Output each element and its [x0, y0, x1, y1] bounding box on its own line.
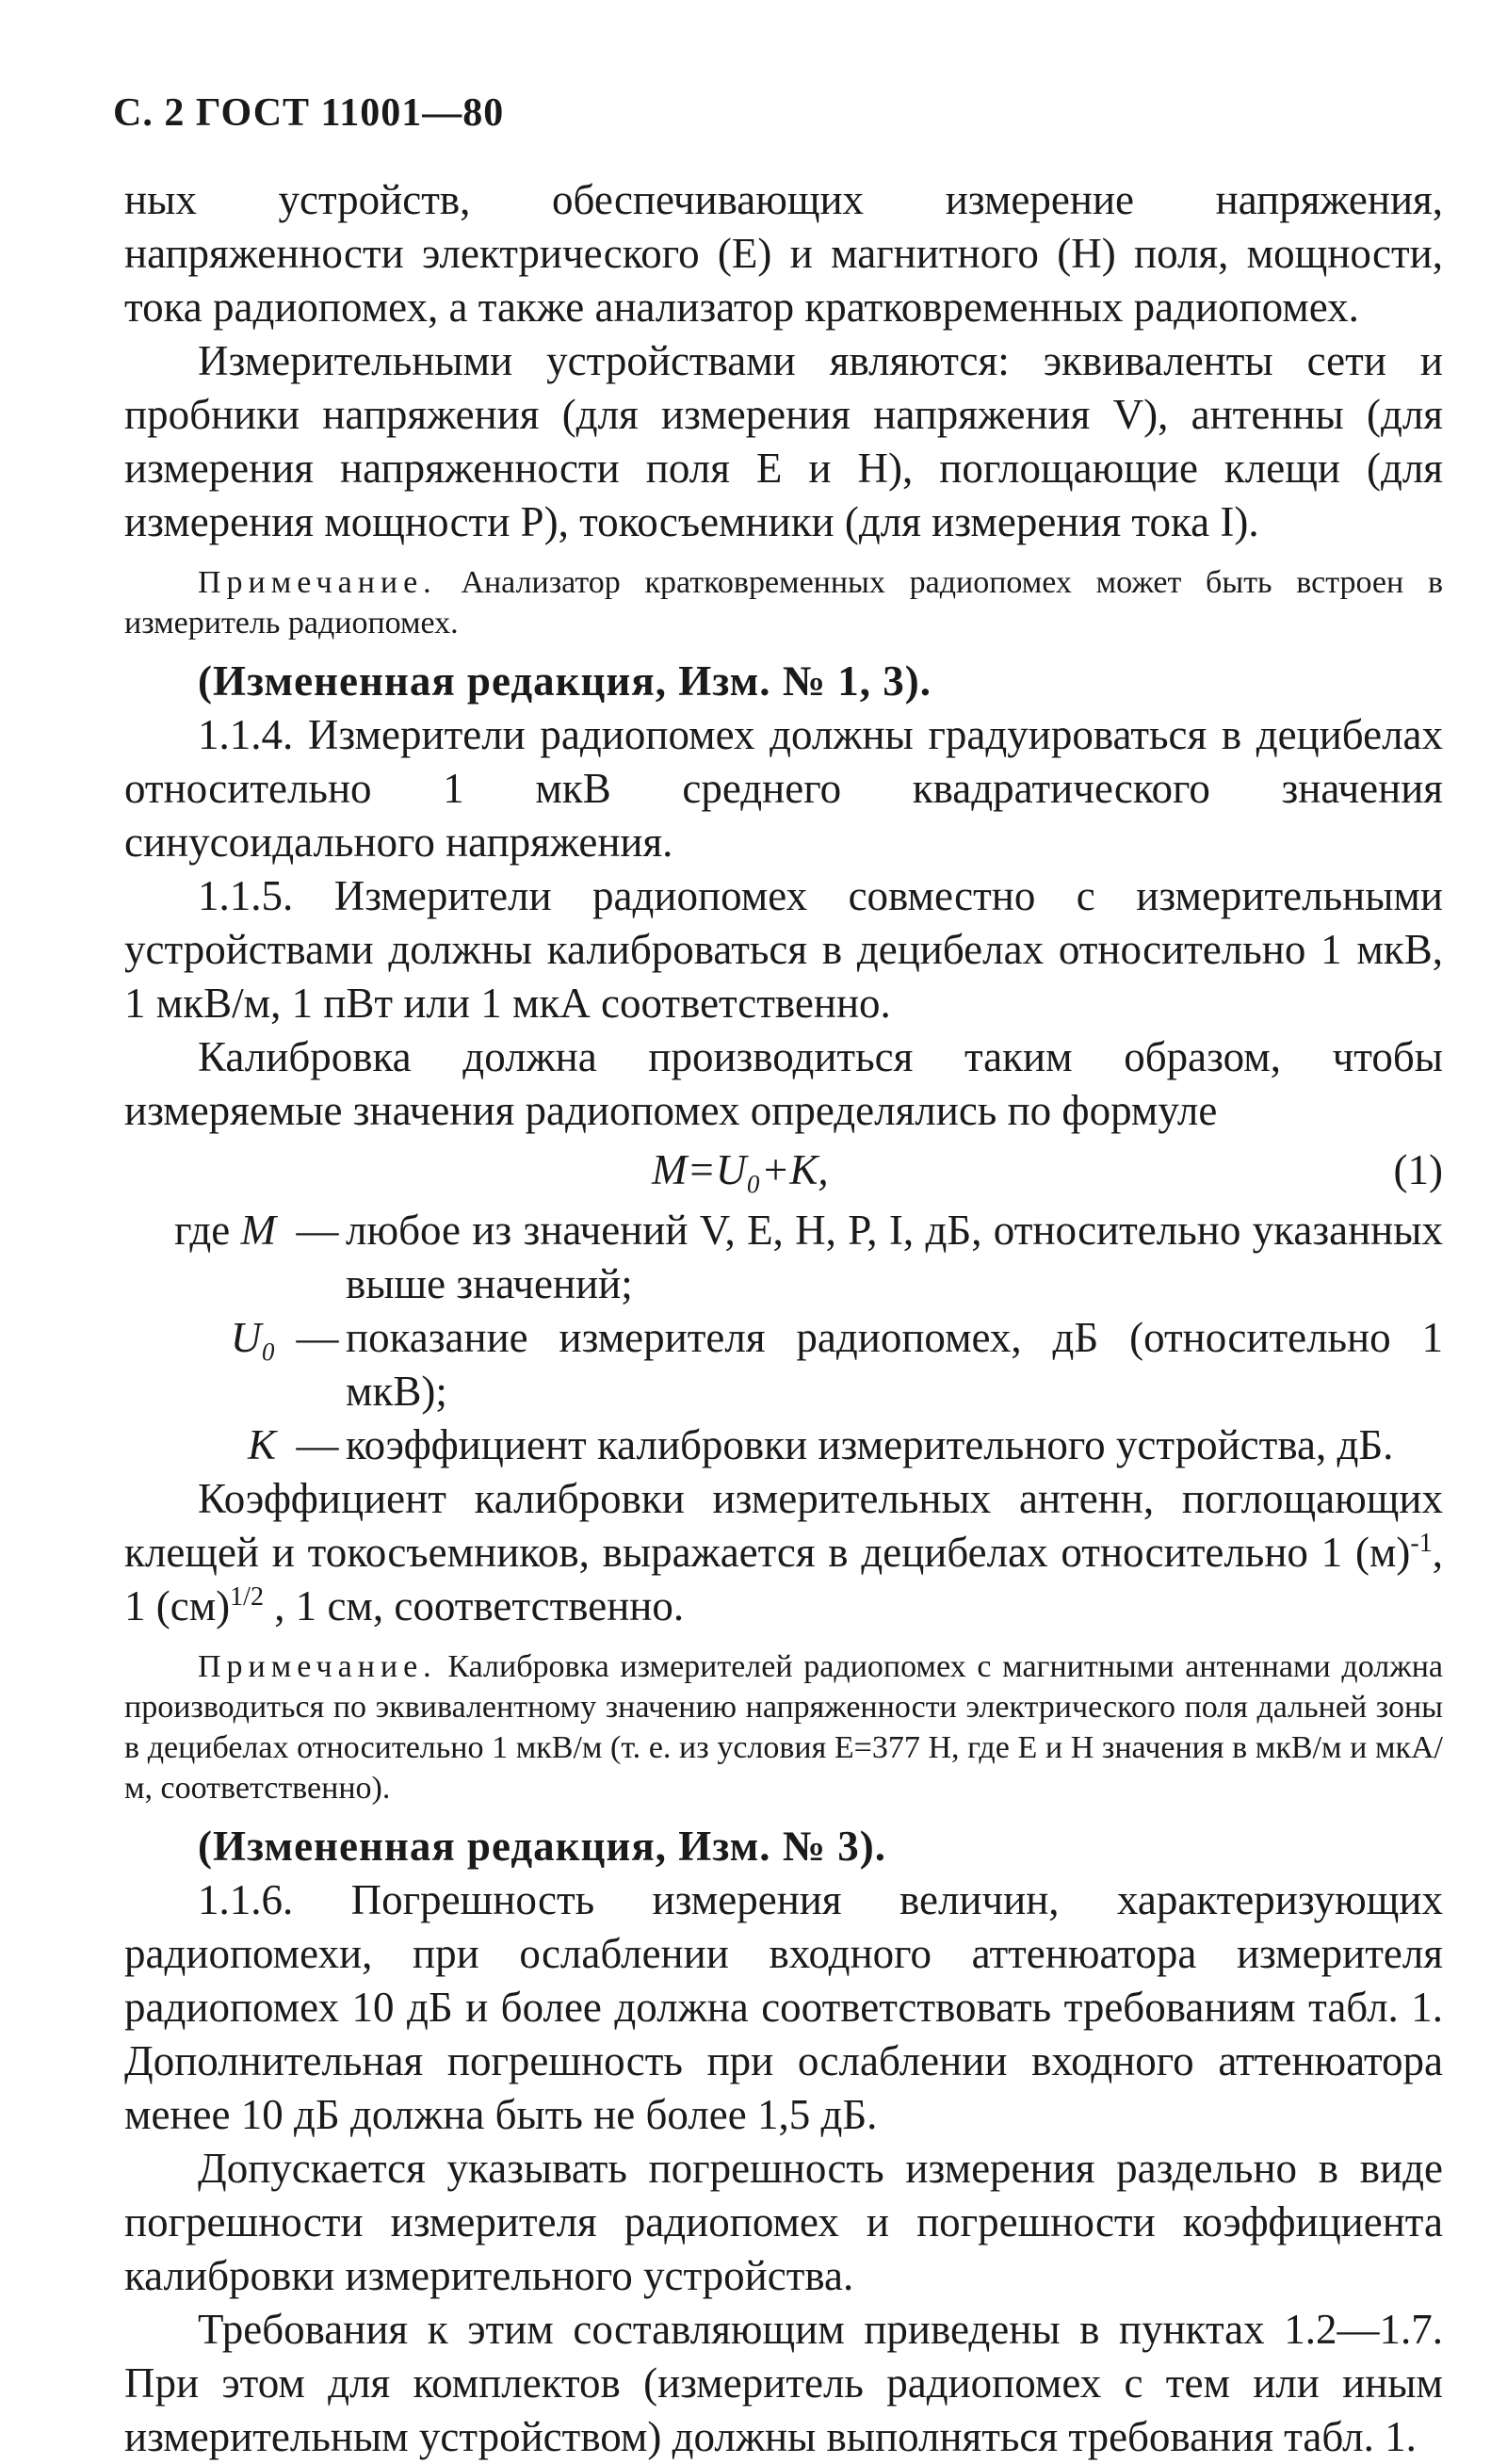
where-item: [124, 1418, 1443, 1472]
where-item: [124, 1311, 1443, 1418]
where-item: [124, 1204, 1443, 1311]
revision-note-1: (Измененная редакция, Изм. № 1, 3).: [198, 657, 932, 705]
coef-mid: , 1 (см): [124, 1529, 1443, 1629]
coef-superscript-2: 1/2: [230, 1582, 264, 1612]
formula-expression: M=U₀+K,: [652, 1146, 829, 1193]
where-description: любое из значений V, E, H, P, I, дБ, относительно указанных выше значений;: [346, 1207, 1443, 1307]
document-body: [124, 173, 1443, 2464]
note-label: Примечание.: [198, 565, 437, 600]
where-dash: —: [296, 1421, 339, 1468]
paragraph-1-1-4: 1.1.4. Измерители радиопомех должны градуироваться в децибелах относительно 1 мкВ среднего квадратического значения синусоидального напряжения.: [124, 711, 1443, 866]
coef-text: Коэффициент калибровки измерительных антенн, поглощающих клещей и токосъемников, выражается в децибелах относительно 1 (м): [124, 1475, 1443, 1576]
formula-1: [124, 1143, 1443, 1204]
note-analyzer: [124, 562, 1443, 643]
coef-end: , 1 см, соответственно.: [263, 1582, 685, 1629]
revision-note-2: (Измененная редакция, Изм. № 3).: [198, 1823, 887, 1870]
paragraph-measuring-devices: Измерительными устройствами являются: эквиваленты сети и пробники напряжения (для измерения напряжения V), антенны (для измерения напряженности поля E и H), поглощающие клещи (для измерения мощности P), токосъемники (для измерения тока I).: [124, 337, 1443, 545]
paragraph-continuation: ных устройств, обеспечивающих измерение напряжения, напряженности электрического (E) и магнитного (H) поля, мощности, тока радиопомех, а также анализатор кратковременных радиопомех.: [124, 176, 1443, 331]
where-dash: —: [296, 1314, 339, 1361]
paragraph-calibration: Калибровка должна производиться таким образом, чтобы измеряемые значения радиопомех определялись по формуле: [124, 1033, 1443, 1134]
note-text: Анализатор кратковременных радиопомех может быть встроен в измеритель радиопомех.: [124, 565, 1444, 640]
paragraph-1-1-6: 1.1.6. Погрешность измерения величин, характеризующих радиопомехи, при ослаблении входного аттенюатора измерителя радиопомех 10 дБ и более должна соответствовать требованиям табл. 1. Дополнительная погрешность при ослаблении входного аттенюатора менее 10 дБ должна быть не более 1,5 дБ.: [124, 1876, 1443, 2138]
paragraph-1-1-5: 1.1.5. Измерители радиопомех совместно с измерительными устройствами должны калиброваться в децибелах относительно 1 мкВ, 1 мкВ/м, 1 пВт или 1 мкА соответственно.: [124, 872, 1443, 1027]
coef-superscript-1: -1: [1410, 1529, 1433, 1558]
note-magnetic-antennas: [124, 1646, 1443, 1808]
where-dash: —: [296, 1207, 339, 1254]
note-label: Примечание.: [198, 1649, 437, 1684]
formula-number: (1): [1393, 1146, 1443, 1193]
paragraph-allowed: Допускается указывать погрешность измерения раздельно в виде погрешности измерителя радиопомех и погрешности коэффициента калибровки измерительного устройства.: [124, 2145, 1443, 2299]
where-variable: K: [247, 1421, 276, 1468]
note-text: Калибровка измерителей радиопомех с магнитными антеннами должна производиться по эквивалентному значению напряженности электрического поля дальней зоны в децибелах относительно 1 мкВ/м (т. е. из условия E=377 H, где E и H значения в мкВ/м и мкА/м, соответственно).: [124, 1649, 1443, 1806]
where-description: показание измерителя радиопомех, дБ (относительно 1 мкВ);: [346, 1314, 1443, 1415]
running-header: С. 2 ГОСТ 11001—80: [113, 91, 505, 135]
where-description: коэффициент калибровки измерительного устройства, дБ.: [346, 1421, 1394, 1468]
paragraph-coefficient: [124, 1472, 1443, 1633]
where-variable: M: [240, 1207, 276, 1254]
where-lead: где: [174, 1207, 231, 1254]
paragraph-requirements: Требования к этим составляющим приведены в пунктах 1.2—1.7. При этом для комплектов (измеритель радиопомех с тем или иным измерительным устройством) должны выполняться требования табл. 1.: [124, 2306, 1443, 2460]
where-variable: U₀: [230, 1314, 276, 1361]
